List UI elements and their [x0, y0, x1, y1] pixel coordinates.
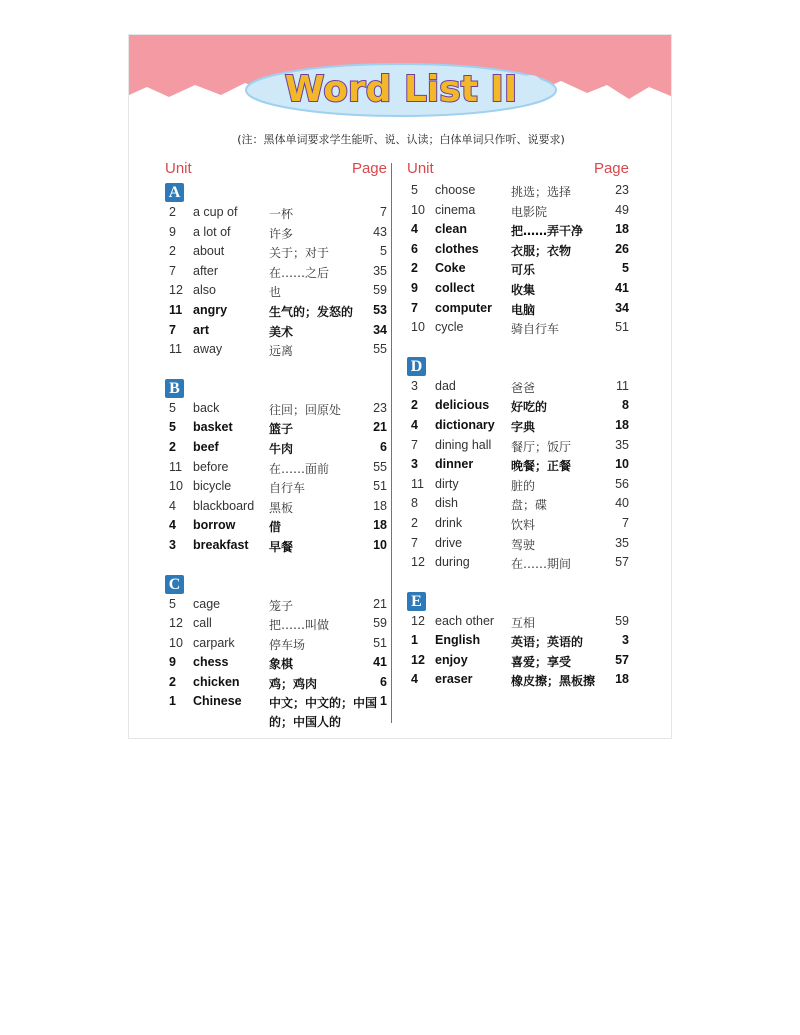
english-word: back	[193, 400, 220, 415]
chinese-meaning: 在……期间	[511, 557, 572, 572]
english-word: cycle	[435, 320, 464, 335]
unit-number: 11	[169, 342, 182, 357]
chinese-meaning: 篮子	[269, 422, 294, 437]
page-number: 40	[615, 496, 629, 511]
english-word: a cup of	[193, 205, 238, 219]
english-word: borrow	[193, 518, 236, 533]
page-number: 41	[373, 655, 387, 670]
english-word: clothes	[435, 241, 479, 256]
unit-number: 8	[411, 496, 418, 511]
english-word: bicycle	[193, 479, 232, 494]
unit-number: 5	[169, 420, 176, 435]
chinese-meaning: 晚餐；正餐	[511, 459, 572, 474]
english-word: about	[193, 244, 225, 259]
english-word: basket	[193, 420, 233, 435]
unit-number: 11	[411, 476, 424, 491]
word-entry	[165, 322, 387, 342]
page-number: 34	[615, 300, 629, 315]
word-entry	[407, 632, 629, 652]
english-word: enjoy	[435, 652, 468, 667]
word-entry	[407, 202, 629, 222]
page-number: 5	[380, 244, 387, 259]
unit-number: 5	[169, 596, 176, 611]
page-number: 21	[373, 596, 387, 611]
unit-number: 7	[169, 263, 176, 278]
chinese-meaning: 脏的	[511, 478, 536, 493]
chinese-meaning: 借	[269, 520, 282, 535]
word-entry	[165, 478, 387, 498]
word-entry	[165, 498, 387, 518]
word-entry	[165, 459, 387, 479]
chinese-meaning: 把……叫做	[269, 618, 330, 633]
english-word: drive	[435, 535, 463, 550]
english-word: breakfast	[193, 537, 249, 552]
unit-number: 5	[169, 400, 176, 415]
chinese-meaning: 鸡；鸡肉	[269, 676, 318, 691]
page-number: 8	[622, 398, 629, 413]
unit-number: 12	[169, 616, 183, 631]
right-column	[407, 160, 629, 727]
word-entry	[407, 319, 629, 339]
unit-number: 4	[411, 672, 418, 687]
page-number: 26	[615, 241, 629, 256]
chinese-meaning: 字典	[511, 419, 536, 434]
english-word: blackboard	[193, 498, 255, 513]
word-entry	[407, 260, 629, 280]
chinese-meaning: 早餐	[269, 539, 294, 554]
word-entry	[165, 400, 387, 420]
page-number: 11	[616, 378, 629, 393]
word-entry	[407, 417, 629, 437]
chinese-meaning: 许多	[269, 226, 294, 241]
chinese-meaning: 黑板	[269, 500, 294, 515]
unit-number: 10	[411, 320, 425, 335]
word-entry	[407, 300, 629, 320]
word-entry	[165, 635, 387, 655]
page-number: 6	[380, 439, 387, 454]
english-word: cinema	[435, 202, 476, 217]
word-entry	[407, 535, 629, 555]
english-word: call	[193, 616, 212, 631]
english-word: dining hall	[435, 437, 492, 452]
page-number: 57	[615, 652, 629, 667]
english-word: dad	[435, 378, 456, 393]
english-word: each other	[435, 613, 495, 628]
english-word: eraser	[435, 672, 473, 687]
page-number: 3	[622, 633, 629, 648]
chinese-meaning: 在……之后	[269, 265, 330, 280]
section-letter: E	[407, 592, 426, 611]
page-number: 10	[615, 457, 629, 472]
page-number: 59	[615, 613, 629, 628]
section-letter: B	[165, 379, 184, 398]
unit-number: 4	[411, 417, 418, 432]
english-word: delicious	[435, 398, 490, 413]
english-word: away	[193, 342, 223, 357]
english-word: Chinese	[193, 694, 242, 709]
page-number: 51	[373, 635, 387, 650]
unit-number: 2	[411, 398, 418, 413]
chinese-meaning: 生气的；发怒的	[269, 304, 354, 319]
unit-number: 1	[169, 694, 176, 709]
chinese-meaning: 骑自行车	[511, 322, 560, 337]
unit-number: 2	[169, 674, 176, 689]
word-entry	[165, 243, 387, 263]
unit-number: 1	[411, 633, 418, 648]
word-entry	[165, 674, 387, 694]
chinese-meaning: 中文；中文的；中国的；中国人的	[269, 696, 378, 730]
word-entry	[407, 437, 629, 457]
chinese-meaning: 往回；回原处	[269, 402, 342, 417]
page-number: 35	[373, 263, 387, 278]
word-entry	[407, 652, 629, 672]
word-entry	[165, 537, 387, 557]
word-entry	[165, 654, 387, 674]
unit-number: 12	[411, 555, 425, 570]
letter-section	[407, 591, 629, 711]
english-word: before	[193, 459, 229, 474]
word-entry	[165, 263, 387, 283]
page-number: 1	[380, 694, 387, 709]
page-number: 10	[373, 537, 387, 552]
page-number: 41	[615, 280, 629, 295]
unit-number: 2	[169, 205, 176, 219]
page-number: 51	[373, 479, 387, 494]
english-word: angry	[193, 302, 228, 317]
section-letter: A	[165, 183, 184, 202]
page-number: 55	[373, 342, 387, 357]
english-word: dinner	[435, 457, 474, 472]
english-word: during	[435, 555, 470, 570]
chinese-meaning: 停车场	[269, 637, 306, 652]
word-entry	[407, 554, 629, 574]
page-number: 18	[373, 498, 387, 513]
english-word: chess	[193, 655, 229, 670]
unit-number: 7	[411, 535, 418, 550]
chinese-meaning: 也	[269, 285, 282, 300]
unit-number: 2	[411, 261, 418, 276]
unit-number: 4	[169, 498, 176, 513]
unit-number: 11	[169, 459, 182, 474]
unit-number: 12	[411, 613, 425, 628]
word-entry	[407, 613, 629, 633]
unit-number: 3	[169, 537, 176, 552]
page-number: 5	[622, 261, 629, 276]
word-entry	[165, 282, 387, 302]
page-number: 49	[615, 202, 629, 217]
unit-number: 2	[169, 439, 176, 454]
chinese-meaning: 盘；碟	[511, 498, 548, 513]
unit-number: 3	[411, 378, 418, 393]
page-number: 7	[622, 515, 629, 530]
unit-number: 7	[169, 322, 176, 337]
english-word: collect	[435, 280, 475, 295]
letter-section	[165, 378, 387, 557]
letter-section	[165, 574, 387, 733]
chinese-meaning: 把……弄干净	[511, 224, 584, 239]
english-word: a lot of	[193, 224, 231, 239]
english-word: also	[193, 283, 216, 298]
word-entry	[165, 693, 387, 732]
page-number: 21	[373, 420, 387, 435]
page-number: 18	[615, 672, 629, 687]
unit-number: 9	[169, 655, 176, 670]
english-word: clean	[435, 222, 467, 237]
word-entry	[407, 378, 629, 398]
chinese-meaning: 远离	[269, 344, 294, 359]
english-word: choose	[435, 183, 476, 197]
word-entry	[407, 456, 629, 476]
chinese-meaning: 电影院	[511, 204, 548, 219]
page-number: 56	[615, 476, 629, 491]
english-word: dirty	[435, 476, 459, 491]
word-entry	[407, 221, 629, 241]
chinese-meaning: 电脑	[511, 302, 536, 317]
page-number: 43	[373, 224, 387, 239]
page-number: 35	[615, 535, 629, 550]
page-number: 55	[373, 459, 387, 474]
chinese-meaning: 关于；对于	[269, 246, 330, 261]
word-entry	[165, 419, 387, 439]
page-number: 18	[373, 518, 387, 533]
english-word: carpark	[193, 635, 235, 650]
page-number: 18	[615, 222, 629, 237]
page-number: 59	[373, 616, 387, 631]
page-number: 59	[373, 283, 387, 298]
unit-number: 12	[411, 652, 425, 667]
unit-number: 2	[411, 515, 418, 530]
left-column	[165, 160, 387, 739]
word-entry	[407, 476, 629, 496]
unit-number: 2	[169, 244, 176, 259]
word-entry	[407, 397, 629, 417]
chinese-meaning: 自行车	[269, 481, 306, 496]
page-number: 23	[373, 400, 387, 415]
unit-number: 7	[411, 300, 418, 315]
unit-number: 7	[411, 437, 418, 452]
banner-title: Word List II	[284, 69, 518, 110]
page-header: Page	[351, 160, 387, 177]
letter-section	[165, 182, 387, 361]
unit-number: 10	[169, 635, 183, 650]
english-word: dish	[435, 496, 458, 511]
word-entry	[165, 439, 387, 459]
chinese-meaning: 挑选；选择	[511, 185, 572, 199]
english-word: chicken	[193, 674, 240, 689]
section-letter: C	[165, 575, 184, 594]
chinese-meaning: 一杯	[269, 207, 294, 221]
chinese-meaning: 英语；英语的	[511, 635, 584, 650]
unit-number: 4	[169, 518, 176, 533]
chinese-meaning: 驾驶	[511, 537, 536, 552]
unit-number: 9	[411, 280, 418, 295]
unit-number: 12	[169, 283, 183, 298]
column-header	[165, 160, 387, 182]
page-number: 7	[380, 205, 387, 219]
page-number: 23	[615, 183, 629, 197]
chinese-meaning: 收集	[511, 282, 536, 297]
chinese-meaning: 橡皮擦；黑板擦	[511, 674, 596, 689]
english-word: beef	[193, 439, 219, 454]
word-entry	[165, 596, 387, 616]
chinese-meaning: 爸爸	[511, 380, 536, 395]
chinese-meaning: 象棋	[269, 657, 294, 672]
page-number: 53	[373, 302, 387, 317]
word-entry	[407, 241, 629, 261]
chinese-meaning: 在……面前	[269, 461, 330, 476]
word-entry	[165, 204, 387, 224]
chinese-meaning: 餐厅；饭厅	[511, 439, 572, 454]
page-number: 35	[615, 437, 629, 452]
english-word: computer	[435, 300, 492, 315]
word-entry	[407, 280, 629, 300]
chinese-meaning: 美术	[269, 324, 294, 339]
word-entry	[407, 515, 629, 535]
unit-number: 6	[411, 241, 418, 256]
chinese-meaning: 互相	[511, 615, 536, 630]
english-word: after	[193, 263, 219, 278]
english-word: dictionary	[435, 417, 495, 432]
unit-header: Unit	[407, 160, 434, 177]
page-number: 18	[615, 417, 629, 432]
unit-number: 4	[411, 222, 418, 237]
page-header: Page	[593, 160, 629, 177]
word-entry	[165, 302, 387, 322]
chinese-meaning: 喜爱；享受	[511, 654, 572, 669]
unit-header: Unit	[165, 160, 192, 177]
english-word: cage	[193, 596, 221, 611]
word-list-page	[128, 34, 672, 739]
page-number: 57	[615, 555, 629, 570]
chinese-meaning: 衣服；衣物	[511, 243, 572, 258]
instruction-note: (注：黑体单词要求学生能听、说、认读；白体单词只作听、说要求)	[237, 133, 565, 146]
chinese-meaning: 好吃的	[511, 400, 548, 415]
english-word: art	[193, 322, 209, 337]
english-word: English	[435, 633, 481, 648]
unit-number: 10	[169, 479, 183, 494]
english-word: Coke	[435, 261, 466, 276]
word-entry	[407, 671, 629, 710]
word-entry	[407, 495, 629, 515]
unit-number: 10	[411, 202, 425, 217]
page-number: 6	[380, 674, 387, 689]
unit-number: 3	[411, 457, 418, 472]
chinese-meaning: 笼子	[269, 598, 294, 613]
word-entry	[165, 224, 387, 244]
section-letter: D	[407, 357, 426, 376]
page-number: 34	[373, 322, 387, 337]
word-entry	[165, 615, 387, 635]
letter-section	[407, 356, 629, 574]
column-header	[407, 160, 629, 182]
word-entry	[165, 341, 387, 361]
word-entry	[165, 517, 387, 537]
word-entry	[407, 182, 629, 202]
chinese-meaning: 可乐	[511, 263, 536, 278]
unit-number: 11	[169, 302, 183, 317]
column-divider	[391, 163, 392, 723]
english-word: drink	[435, 515, 463, 530]
letter-section	[407, 182, 629, 339]
unit-number: 9	[169, 224, 176, 239]
chinese-meaning: 牛肉	[269, 441, 294, 456]
page-number: 51	[615, 320, 629, 335]
unit-number: 5	[411, 183, 418, 197]
chinese-meaning: 饮料	[511, 517, 536, 532]
